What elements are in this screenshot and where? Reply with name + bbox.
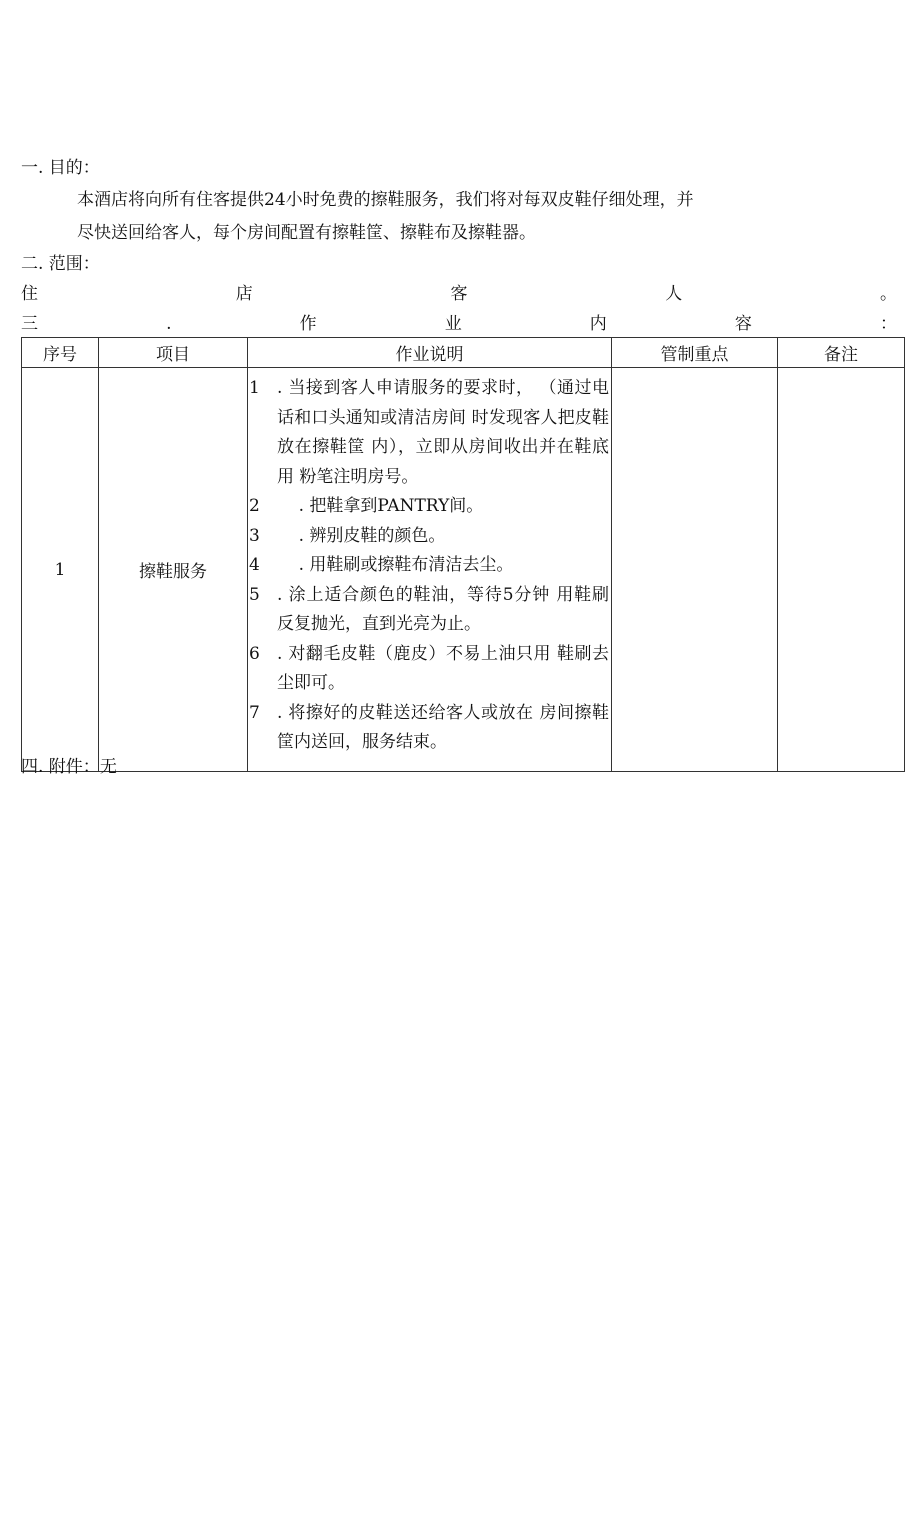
step-text: . 当接到客人申请服务的要求时， （通过电话和口头通知或清洁房间 时发现客人把皮鞋放在擦鞋筐 内），立即从房间收出并在鞋底用 粉笔注明房号。	[277, 378, 609, 487]
section3-char: 内	[589, 314, 607, 334]
step-item	[248, 551, 611, 581]
step-text: . 对翻毛皮鞋（鹿皮）不易上油只用 鞋刷去尘即可。	[277, 643, 609, 693]
step-item	[248, 699, 611, 758]
scope-line	[21, 286, 897, 303]
header-control-points: 管制重点	[612, 338, 778, 368]
step-number: 2	[249, 496, 260, 516]
header-seq: 序号	[22, 338, 99, 368]
scope-char: 店	[235, 284, 253, 304]
attachment-line	[21, 759, 117, 776]
step-number: 4	[249, 555, 260, 575]
step-text: . 辨别皮鞋的颜色。	[277, 525, 446, 546]
purpose-line-2: 尽快送回给客人，每个房间配置有擦鞋筐、擦鞋布及擦鞋器。	[77, 223, 536, 243]
purpose-line-1: 本酒店将向所有住客提供24小时免费的擦鞋服务，我们将对每双皮鞋仔细处理，并	[77, 190, 694, 210]
step-text: . 把鞋拿到PANTRY间。	[277, 496, 484, 516]
section2-heading: 二. 范围：	[21, 254, 100, 274]
scope-char: 。	[880, 284, 897, 304]
step-number: 3	[249, 525, 260, 546]
section3-char: ：	[879, 314, 897, 334]
cell-control-points	[612, 368, 778, 772]
section3-char: .	[166, 314, 172, 334]
table-row	[22, 368, 905, 772]
section3-char: 容	[734, 314, 752, 334]
step-item	[248, 374, 611, 492]
header-remarks: 备注	[778, 338, 905, 368]
cell-steps	[248, 368, 612, 772]
step-text: . 将擦好的皮鞋送还给客人或放在 房间擦鞋筐内送回，服务结束。	[277, 702, 609, 752]
step-number: 5	[249, 584, 260, 605]
attachment-label: 四. 附件：	[21, 757, 100, 777]
cell-item: 擦鞋服务	[99, 368, 248, 772]
cell-remarks	[778, 368, 905, 772]
work-content-table	[21, 337, 905, 772]
header-description: 作业说明	[248, 338, 612, 368]
step-text: . 用鞋刷或擦鞋布清洁去尘。	[277, 555, 514, 575]
section3-char: 三	[21, 314, 38, 334]
scope-char: 住	[21, 284, 38, 304]
step-item	[248, 522, 611, 552]
cell-seq: 1	[22, 368, 99, 772]
table-header-row	[22, 338, 905, 368]
section3-char: 作	[299, 314, 317, 334]
step-item	[248, 581, 611, 640]
step-item	[248, 492, 611, 522]
scope-char: 客	[450, 284, 468, 304]
section1-heading: 一. 目的：	[21, 158, 100, 178]
header-item: 项目	[99, 338, 248, 368]
step-number: 7	[249, 702, 260, 723]
section3-heading	[21, 316, 897, 333]
step-item	[248, 640, 611, 699]
step-text: . 涂上适合颜色的鞋油，等待5分钟 用鞋刷反复抛光，直到光亮为止。	[277, 584, 609, 634]
scope-char: 人	[665, 284, 683, 304]
step-number: 6	[249, 643, 260, 664]
section3-char: 业	[444, 314, 462, 334]
step-number: 1	[249, 378, 260, 398]
attachment-value: 无	[99, 757, 117, 777]
